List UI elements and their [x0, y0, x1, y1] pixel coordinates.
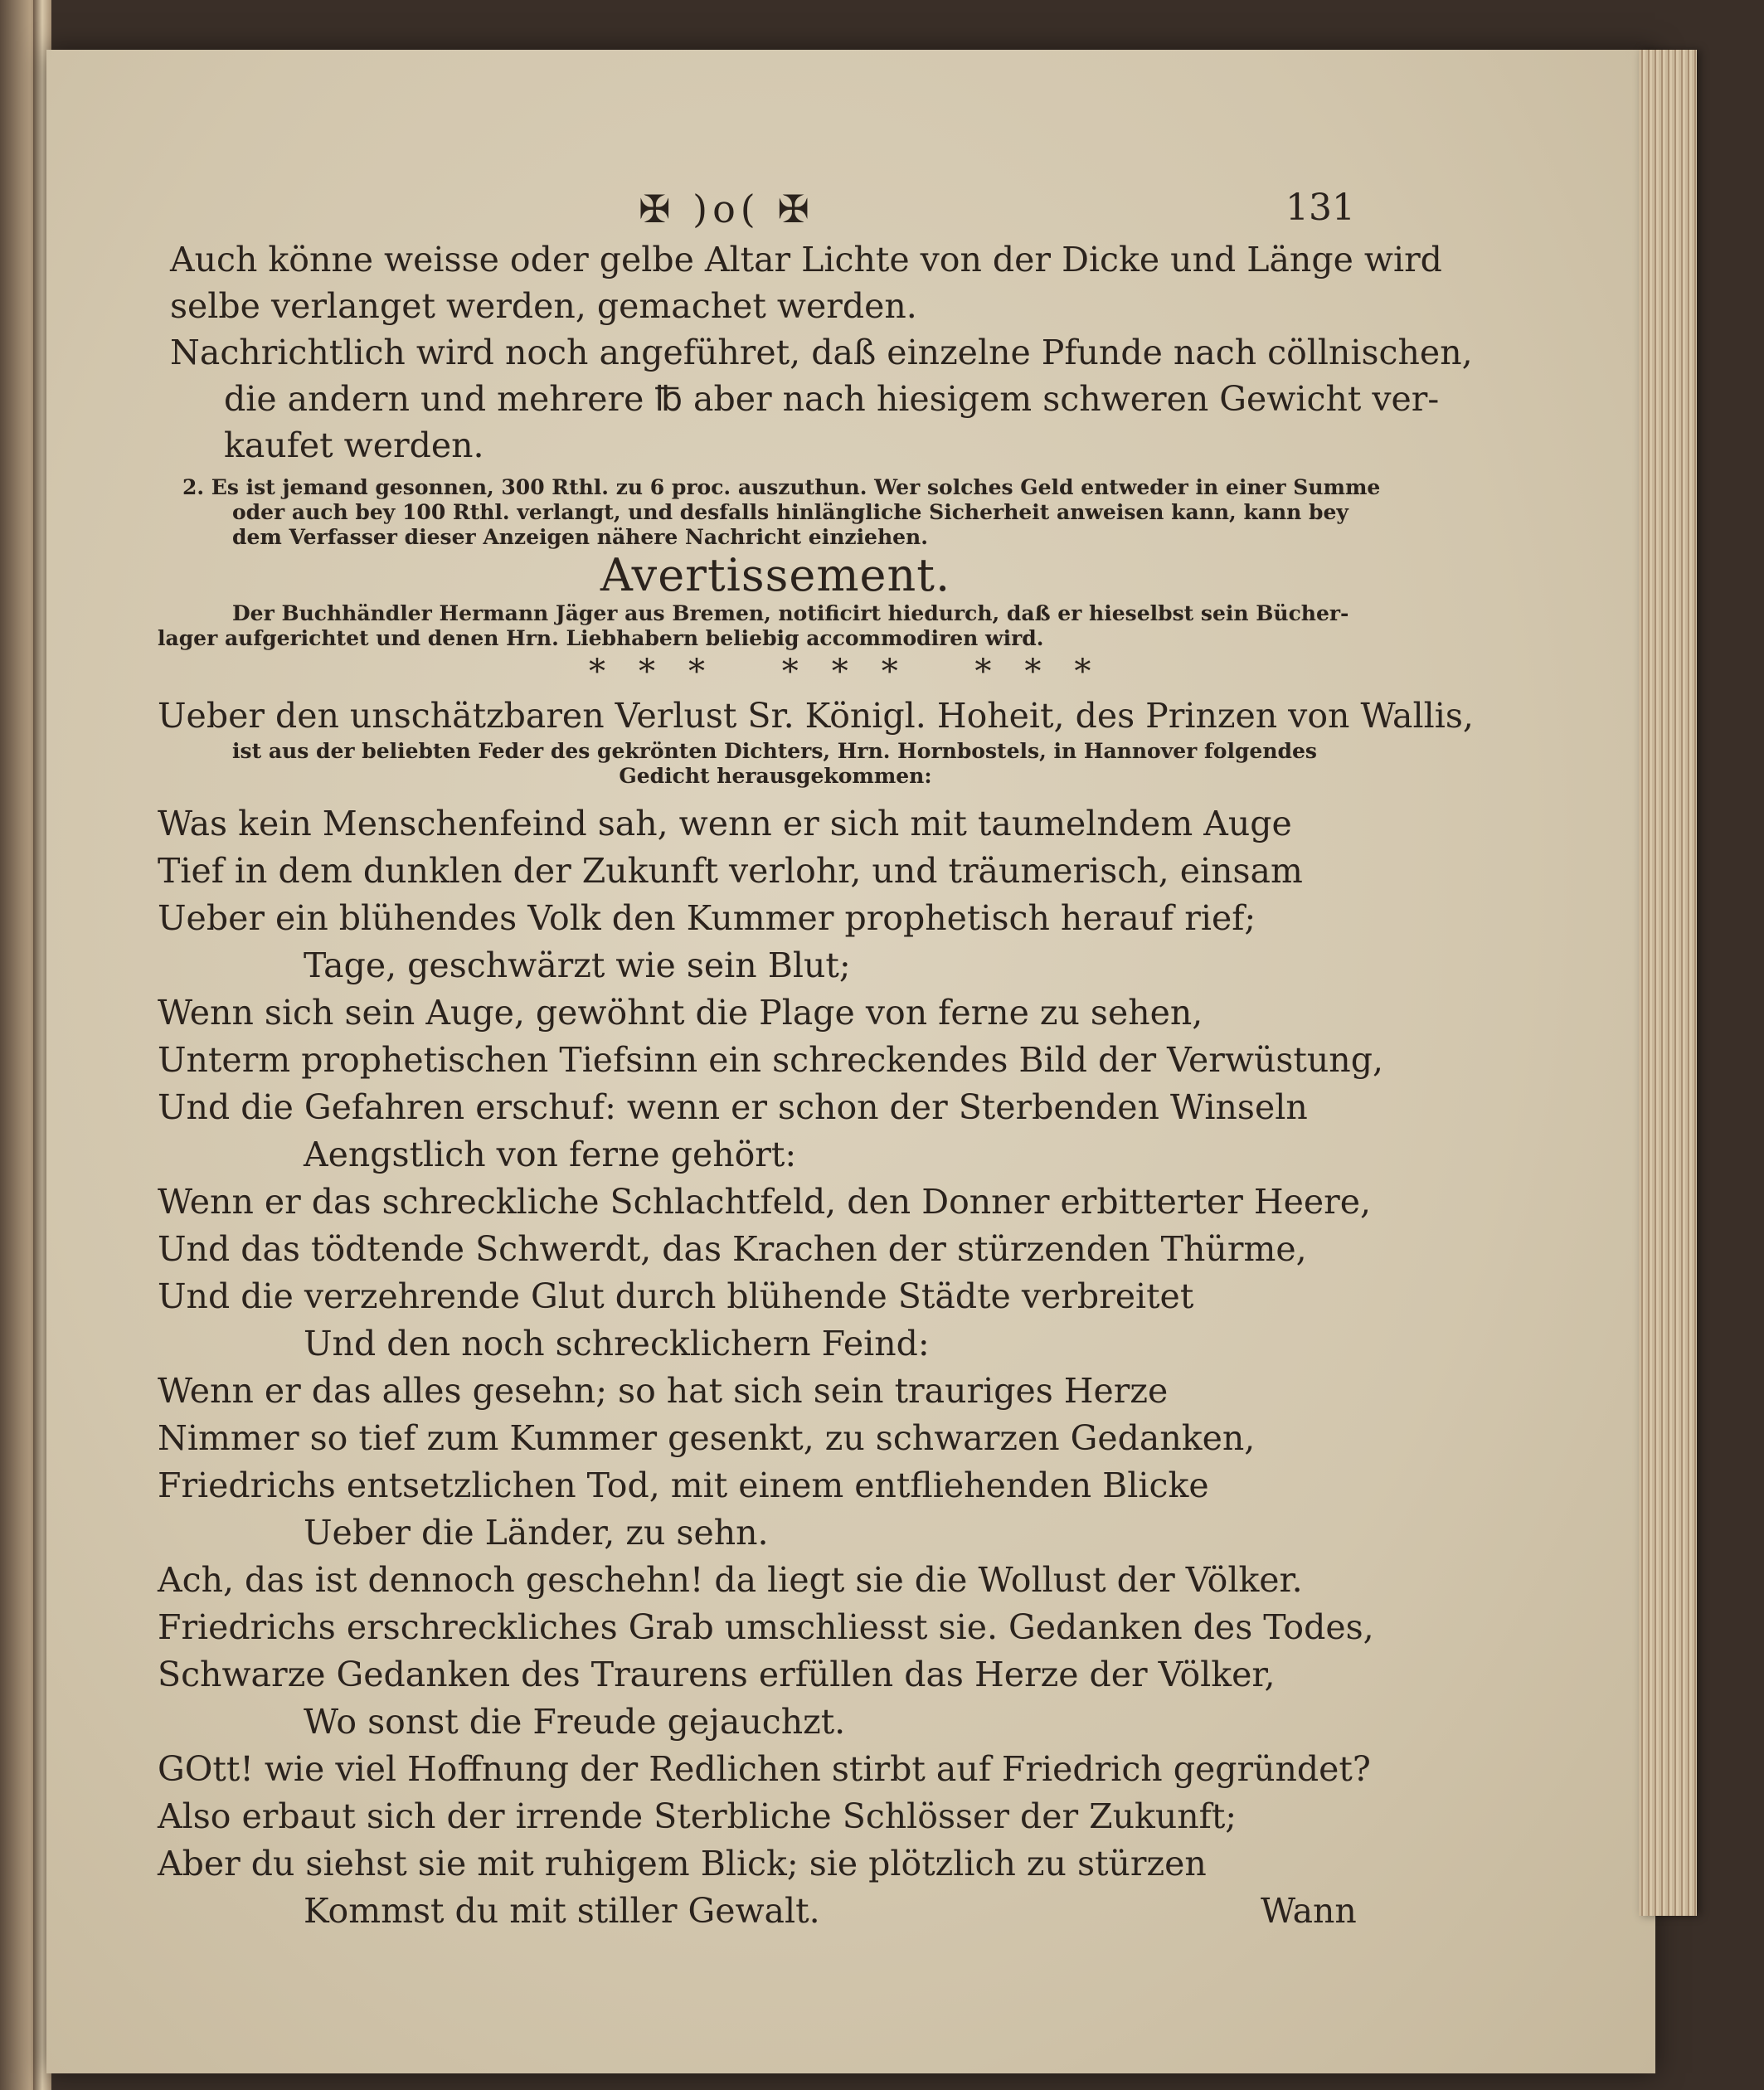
- poem-line: Friedrichs erschreckliches Grab umschliesst sie. Gedanken des Todes,: [158, 1607, 1374, 1647]
- poem-intro: [158, 693, 1474, 789]
- separator-asterisms: *** *** ***: [589, 653, 1125, 691]
- poem-line: Schwarze Gedanken des Traurens erfüllen das Herze der Völker,: [158, 1655, 1276, 1694]
- poem-line: Und die verzehrende Glut durch blühende Städte verbreitet: [158, 1276, 1194, 1316]
- poem-line: Wo sonst die Freude gejauchzt.: [304, 1702, 846, 1742]
- poem-line: Und den noch schrecklichern Feind:: [304, 1324, 930, 1363]
- poem-line: Wenn er das alles gesehn; so hat sich sein trauriges Herze: [158, 1371, 1169, 1411]
- poem-line: Also erbaut sich der irrende Sterbliche Schlösser der Zukunft;: [158, 1796, 1237, 1836]
- text-line: selbe verlanget werden, gemachet werden.: [170, 286, 917, 326]
- poem-line: Friedrichs entsetzlichen Tod, mit einem entfliehenden Blicke: [158, 1465, 1209, 1505]
- poem-subline: Gedicht herausgekommen:: [619, 764, 932, 788]
- poem-line: Tief in dem dunklen der Zukunft verlohr, und träumerisch, einsam: [158, 851, 1303, 891]
- poem-line: GOtt! wie viel Hoffnung der Redlichen stirbt auf Friedrich gegründet?: [158, 1749, 1371, 1789]
- poem-line: Wenn sich sein Auge, gewöhnt die Plage von ferne zu sehen,: [158, 993, 1203, 1033]
- poem-line: Wenn er das schreckliche Schlachtfeld, den Donner erbitterter Heere,: [158, 1182, 1372, 1222]
- page-number: 131: [1285, 187, 1355, 229]
- catchword: Wann: [1261, 1891, 1357, 1931]
- text-line: kaufet werden.: [224, 425, 484, 465]
- poem-body: [158, 800, 1393, 1888]
- text-line: Auch könne weisse oder gelbe Altar Lichte von der Dicke und Länge wird: [170, 240, 1442, 279]
- poem-subline: ist aus der beliebten Feder des gekrönten Dichters, Hrn. Hornbostels, in Hannover folgendes: [232, 739, 1317, 763]
- poem-last-line: Kommst du mit stiller Gewalt.: [304, 1891, 820, 1931]
- poem-line: Unterm prophetischen Tiefsinn ein schreckendes Bild der Verwüstung,: [158, 1040, 1383, 1080]
- poem-line: Was kein Menschenfeind sah, wenn er sich mit taumelndem Auge: [158, 804, 1292, 843]
- poem-line: Ueber die Länder, zu sehn.: [304, 1513, 769, 1553]
- text-line: Nachrichtlich wird noch angeführet, daß einzelne Pfunde nach cöllnischen,: [170, 333, 1473, 372]
- notice-line: Der Buchhändler Hermann Jäger aus Bremen, notificirt hiedurch, daß er hieselbst sein Bücher-: [232, 601, 1349, 625]
- poem-line: Aber du siehst sie mit ruhigem Blick; sie plötzlich zu stürzen: [158, 1844, 1207, 1883]
- poem-line: Und das tödtende Schwerdt, das Krachen der stürzenden Thürme,: [158, 1229, 1307, 1269]
- poem-line: Ueber ein blühendes Volk den Kummer prophetisch herauf rief;: [158, 898, 1256, 938]
- page-footer-row: [158, 1888, 1393, 1935]
- poem-headline: Ueber den unschätzbaren Verlust Sr. Königl. Hoheit, des Prinzen von Wallis,: [158, 696, 1474, 736]
- poem-line: Ach, das ist dennoch geschehn! da liegt sie die Wollust der Völker.: [158, 1560, 1303, 1600]
- text-line: die andern und mehrere ℔ aber nach hiesigem schweren Gewicht ver-: [224, 379, 1440, 419]
- header-ornament: ✠ )o( ✠: [639, 187, 814, 231]
- notice-line: 2. Es ist jemand gesonnen, 300 Rthl. zu 6 proc. auszuthun. Wer solches Geld entweder in einer Summe: [182, 475, 1381, 499]
- avertissement-body: [158, 601, 1393, 651]
- page-edges: [1639, 50, 1697, 1916]
- poem-line: Nimmer so tief zum Kummer gesenkt, zu schwarzen Gedanken,: [158, 1418, 1256, 1458]
- avertissement-title: Avertissement.: [600, 549, 951, 601]
- page-content: [158, 187, 1474, 1935]
- notice-line: lager aufgerichtet und denen Hrn. Liebhabern beliebig accommodiren wird.: [158, 626, 1044, 650]
- notice-line: oder auch bey 100 Rthl. verlangt, und desfalls hinlängliche Sicherheit anweisen kann, kann bey: [232, 500, 1349, 524]
- poem-line: Und die Gefahren erschuf: wenn er schon der Sterbenden Winseln: [158, 1087, 1308, 1127]
- poem-line: Aengstlich von ferne gehört:: [304, 1135, 797, 1174]
- notice-2: [158, 475, 1393, 550]
- notice-line: dem Verfasser dieser Anzeigen nähere Nachricht einziehen.: [232, 525, 928, 549]
- top-section: [158, 236, 1473, 469]
- poem-line: Tage, geschwärzt wie sein Blut;: [304, 945, 851, 985]
- page-header: [158, 187, 1393, 236]
